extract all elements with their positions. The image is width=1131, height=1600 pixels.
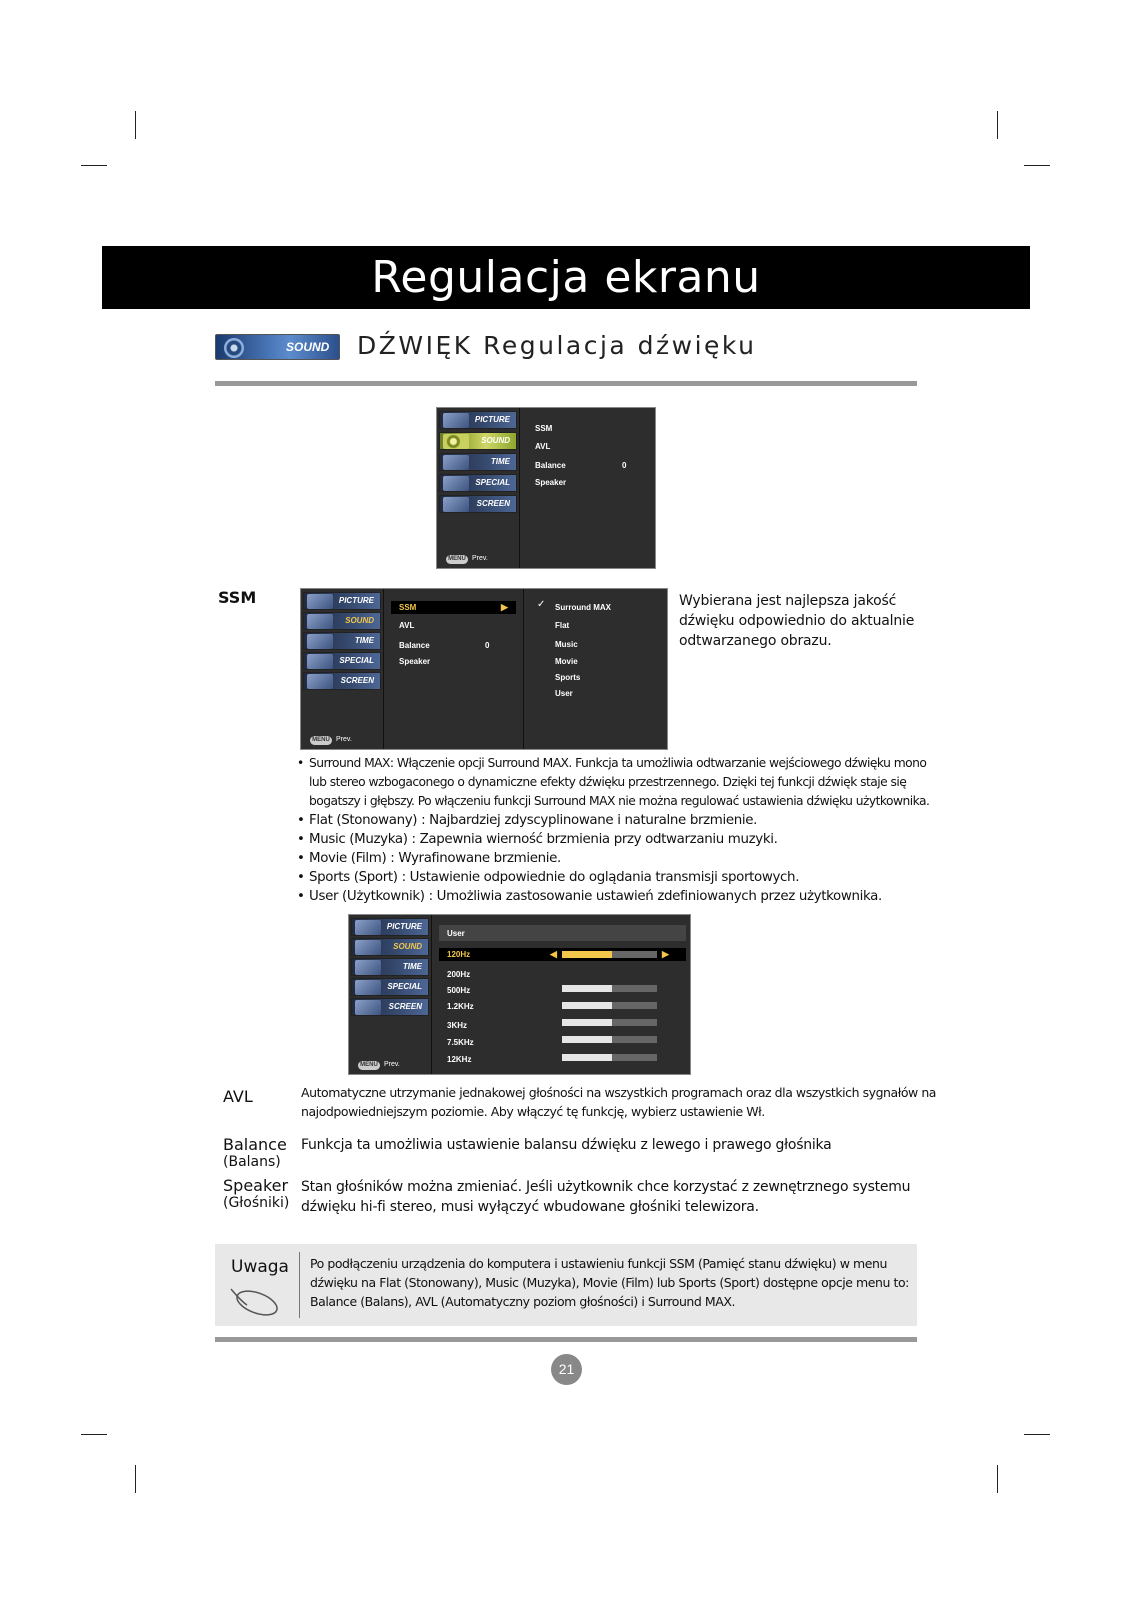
osd-tab-special: SPECIAL bbox=[351, 978, 429, 996]
note-separator bbox=[299, 1252, 300, 1318]
osd-band-label: 200Hz bbox=[447, 970, 471, 979]
speaker-icon bbox=[224, 338, 244, 358]
osd-ssm-menu bbox=[300, 588, 668, 750]
list-item: • Sports (Sport) : Ustawienie odpowiednie do oglądania transmisji sportowych. bbox=[297, 868, 937, 887]
eq-slider bbox=[562, 951, 657, 958]
eq-slider bbox=[562, 1054, 657, 1061]
pen-icon bbox=[227, 1283, 281, 1317]
osd-band-label: 120Hz bbox=[447, 950, 471, 959]
screen-icon bbox=[443, 497, 469, 512]
osd-divider bbox=[519, 408, 520, 568]
screen-icon bbox=[355, 1000, 381, 1015]
sound-badge bbox=[215, 334, 340, 360]
osd-user-eq-menu bbox=[348, 914, 691, 1075]
eq-slider bbox=[562, 1036, 657, 1043]
osd-item-avl: AVL bbox=[535, 442, 551, 451]
crop-mark bbox=[135, 1465, 136, 1493]
list-item: • Surround MAX: Włączenie opcji Surround MAX. Funkcja ta umożliwia odtwarzanie wejściowego dźwięku mono lub stereo wzbogaconego o dynamiczne efekty dźwięku przestrzennego. Dzięki tej funkcji dźwięk staje się bogatszy i głębszy. Po włączeniu funkcji Surround MAX nie można regulować ustawienia dźwięku użytkownika. bbox=[297, 754, 937, 811]
avl-text: Automatyczne utrzymanie jednakowej głośności na wszystkich programach oraz dla wszystkich sygnałów na najodpowiedniejszym poziomie. Aby włączyć tę funkcję, wybierz ustawienie Wł. bbox=[301, 1085, 937, 1119]
balance-label: Balance bbox=[223, 1135, 287, 1154]
osd-option: User bbox=[555, 689, 573, 698]
note-box bbox=[215, 1244, 917, 1326]
clock-icon bbox=[355, 960, 381, 975]
speaker-icon bbox=[307, 614, 333, 629]
eq-slider bbox=[562, 1019, 657, 1026]
bottom-divider bbox=[215, 1337, 917, 1342]
balance-text: Funkcja ta umożliwia ustawienie balansu dźwięku z lewego i prawego głośnika bbox=[301, 1137, 832, 1153]
osd-divider bbox=[523, 589, 524, 749]
picture-icon bbox=[307, 594, 333, 609]
osd-tab-picture: PICTURE bbox=[351, 918, 429, 936]
speaker-icon bbox=[355, 940, 381, 955]
screen-icon bbox=[307, 674, 333, 689]
osd-tab-special: SPECIAL bbox=[303, 652, 381, 670]
osd-item-balance: Balance bbox=[399, 641, 430, 650]
ssm-label: SSM bbox=[218, 588, 257, 607]
crop-mark bbox=[1024, 1434, 1050, 1435]
ssm-options-list bbox=[297, 754, 937, 906]
osd-band-label: 500Hz bbox=[447, 986, 471, 995]
crop-mark bbox=[135, 111, 136, 139]
eq-slider bbox=[562, 985, 657, 992]
osd-tab-time: TIME bbox=[439, 453, 517, 471]
osd-item-balance: Balance bbox=[535, 461, 566, 470]
osd-tab-sound: SOUND bbox=[351, 938, 429, 956]
osd-option: Sports bbox=[555, 673, 581, 682]
list-item: • Music (Muzyka) : Zapewnia wierność brzmienia przy odtwarzaniu muzyki. bbox=[297, 830, 937, 849]
osd-tab-sound: SOUND bbox=[303, 612, 381, 630]
osd-header: User bbox=[447, 929, 465, 938]
top-divider bbox=[215, 381, 917, 386]
list-item: • Flat (Stonowany) : Najbardziej zdyscyplinowane i naturalne brzmienie. bbox=[297, 811, 937, 830]
osd-tab-screen: SCREEN bbox=[351, 998, 429, 1016]
osd-band-label: 3KHz bbox=[447, 1021, 468, 1030]
right-arrow-icon: ▶ bbox=[501, 602, 508, 612]
page-title: Regulacja ekranu bbox=[102, 246, 1030, 309]
left-arrow-icon: ◀ bbox=[550, 949, 557, 959]
picture-icon bbox=[355, 920, 381, 935]
osd-divider bbox=[383, 589, 384, 749]
crop-mark bbox=[1024, 165, 1050, 166]
clock-icon bbox=[443, 455, 469, 470]
right-arrow-icon: ▶ bbox=[662, 949, 669, 959]
note-label: Uwaga bbox=[231, 1257, 289, 1277]
speaker-sublabel: (Głośniki) bbox=[223, 1195, 290, 1211]
osd-item-avl: AVL bbox=[399, 621, 415, 630]
osd-tab-time: TIME bbox=[351, 958, 429, 976]
osd-band-label: 7.5KHz bbox=[447, 1038, 474, 1047]
speaker-icon bbox=[443, 434, 469, 449]
eq-slider bbox=[562, 1002, 657, 1009]
crop-mark bbox=[997, 111, 998, 139]
osd-tab-sound: SOUND bbox=[439, 432, 517, 450]
crop-mark bbox=[997, 1465, 998, 1493]
osd-tab-picture: PICTURE bbox=[439, 411, 517, 429]
check-icon: ✓ bbox=[537, 599, 546, 610]
osd-menu-prev: MENU Prev. bbox=[358, 1061, 400, 1070]
osd-band-label: 12KHz bbox=[447, 1055, 472, 1064]
osd-balance-value: 0 bbox=[622, 461, 627, 470]
balance-sublabel: (Balans) bbox=[223, 1154, 281, 1170]
osd-menu-prev: MENU Prev. bbox=[446, 555, 488, 564]
crop-mark bbox=[81, 1434, 107, 1435]
osd-option: Flat bbox=[555, 621, 570, 630]
speaker-label: Speaker bbox=[223, 1176, 289, 1195]
speaker-text: Stan głośników można zmieniać. Jeśli użytkownik chce korzystać z zewnętrznego systemu dźwięku hi-fi stereo, musi wyłączyć wbudowane głośniki telewizora. bbox=[301, 1179, 911, 1215]
osd-band-label: 1.2KHz bbox=[447, 1002, 474, 1011]
osd-header-bar bbox=[439, 925, 686, 941]
clock-icon bbox=[307, 634, 333, 649]
osd-tab-picture: PICTURE bbox=[303, 592, 381, 610]
list-item: • Movie (Film) : Wyrafinowane brzmienie. bbox=[297, 849, 937, 868]
note-text: Po podłączeniu urządzenia do komputera i ustawieniu funkcji SSM (Pamięć stanu dźwięku) w menu dźwięku na Flat (Stonowany), Music (Muzyka), Movie (Film) lub Sports (Sport) dostępne opcje menu to: Balance (Balans), AVL (Automatyczny poziom głośności) i Surround MAX. bbox=[310, 1256, 909, 1309]
page-number: 21 bbox=[551, 1354, 582, 1385]
avl-label: AVL bbox=[223, 1087, 253, 1106]
osd-menu-prev: MENU Prev. bbox=[310, 736, 352, 745]
list-item: • User (Użytkownik) : Umożliwia zastosowanie ustawień zdefiniowanych przez użytkownika. bbox=[297, 887, 937, 906]
osd-tab-screen: SCREEN bbox=[439, 495, 517, 513]
special-icon bbox=[443, 476, 469, 491]
sound-badge-label: SOUND bbox=[286, 340, 330, 354]
osd-sound-menu bbox=[436, 407, 656, 569]
osd-item-ssm: SSM bbox=[535, 424, 553, 433]
osd-tab-time: TIME bbox=[303, 632, 381, 650]
ssm-description: Wybierana jest najlepsza jakość dźwięku odpowiednio do aktualnie odtwarzanego obrazu. bbox=[679, 593, 915, 649]
special-icon bbox=[355, 980, 381, 995]
osd-balance-value: 0 bbox=[485, 641, 490, 650]
special-icon bbox=[307, 654, 333, 669]
osd-divider bbox=[431, 915, 432, 1074]
osd-item-speaker: Speaker bbox=[399, 657, 431, 666]
osd-option: Surround MAX bbox=[555, 603, 611, 612]
osd-option: Movie bbox=[555, 657, 578, 666]
osd-option: Music bbox=[555, 640, 578, 649]
osd-item-speaker: Speaker bbox=[535, 478, 567, 487]
section-heading: DŹWIĘK Regulacja dźwięku bbox=[357, 331, 757, 360]
crop-mark bbox=[81, 165, 107, 166]
osd-item-ssm: SSM bbox=[399, 603, 417, 612]
osd-tab-screen: SCREEN bbox=[303, 672, 381, 690]
picture-icon bbox=[443, 413, 469, 428]
osd-tab-special: SPECIAL bbox=[439, 474, 517, 492]
